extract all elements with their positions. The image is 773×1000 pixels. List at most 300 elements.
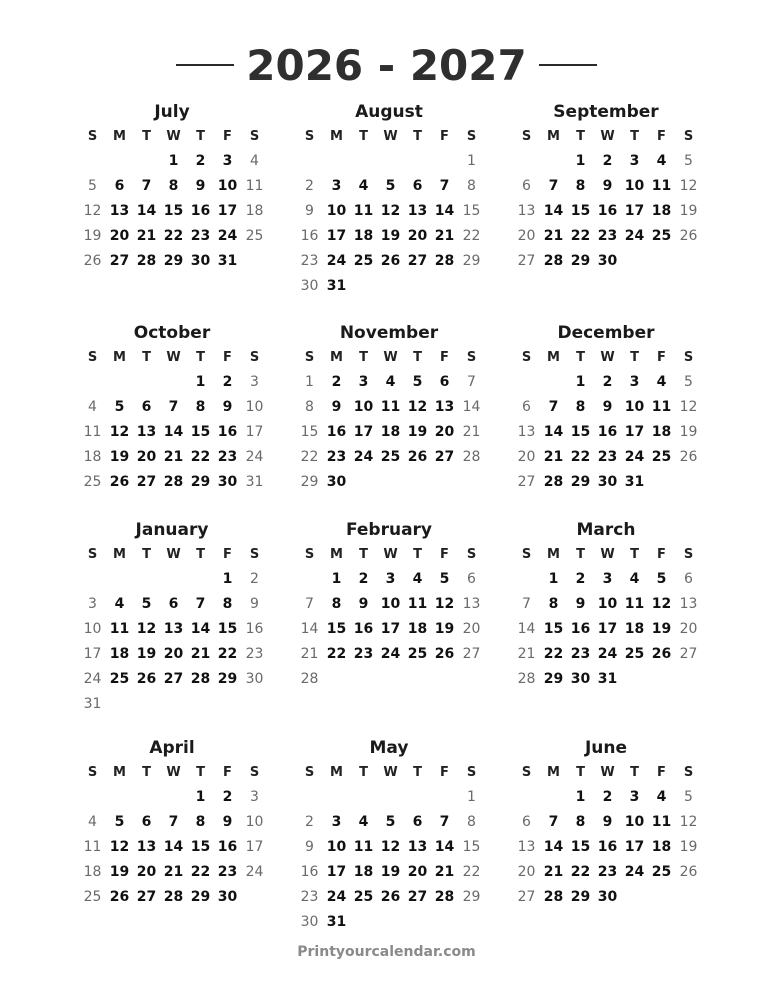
day-cell: 13 (434, 399, 455, 415)
empty-day-cell (133, 149, 160, 174)
day-cell: 8 (548, 596, 559, 612)
day-cell: 26 (434, 646, 455, 662)
month-october (72, 321, 272, 495)
day-cell: 14 (434, 203, 455, 219)
weekday-header: S (521, 765, 532, 780)
day-cell: 14 (543, 203, 564, 219)
day-cell: 7 (439, 814, 450, 830)
weekday-header: S (304, 547, 315, 562)
weekday-header: T (413, 765, 422, 780)
day-cell: 9 (602, 814, 613, 830)
weekday-header: W (166, 350, 181, 365)
day-cell: 12 (407, 399, 428, 415)
day-cell: 20 (517, 449, 536, 465)
empty-day-cell (350, 785, 377, 810)
weekday-header: S (683, 350, 694, 365)
empty-day-cell (106, 567, 133, 592)
empty-day-cell (133, 785, 160, 810)
day-cell: 1 (575, 374, 586, 390)
month-days-grid (513, 345, 706, 495)
day-cell: 28 (543, 253, 564, 269)
day-cell: 13 (407, 203, 428, 219)
month-name: March (576, 520, 636, 540)
day-cell: 27 (679, 646, 698, 662)
empty-day-cell (106, 785, 133, 810)
day-cell: 5 (439, 571, 450, 587)
day-cell: 2 (602, 374, 613, 390)
month-days-grid (296, 124, 489, 299)
day-cell: 8 (331, 596, 342, 612)
day-cell: 29 (190, 474, 211, 490)
day-cell: 25 (651, 449, 672, 465)
month-september (506, 100, 706, 274)
weekday-header: S (249, 350, 260, 365)
weekday-header: S (521, 129, 532, 144)
day-cell: 7 (168, 814, 179, 830)
day-cell: 2 (602, 153, 613, 169)
day-cell: 22 (570, 864, 591, 880)
day-cell: 22 (462, 228, 481, 244)
weekday-header: T (359, 129, 368, 144)
day-cell: 7 (548, 814, 559, 830)
day-cell: 26 (679, 449, 698, 465)
day-cell: 16 (217, 839, 238, 855)
day-cell: 16 (570, 621, 591, 637)
day-cell: 10 (353, 399, 374, 415)
weekday-header: T (142, 350, 151, 365)
day-cell: 27 (462, 646, 481, 662)
day-cell: 2 (250, 571, 259, 587)
weekday-header: W (383, 547, 398, 562)
empty-day-cell (431, 785, 458, 810)
day-cell: 10 (217, 178, 238, 194)
day-cell: 2 (222, 374, 233, 390)
day-cell: 24 (326, 253, 347, 269)
day-cell: 16 (300, 228, 319, 244)
month-december (506, 321, 706, 495)
day-cell: 10 (624, 178, 645, 194)
weekday-header: S (683, 765, 694, 780)
day-cell: 24 (597, 646, 618, 662)
weekday-header: M (547, 765, 560, 780)
day-cell: 26 (109, 889, 130, 905)
header (0, 40, 773, 90)
day-cell: 26 (380, 253, 401, 269)
day-cell: 19 (679, 424, 698, 440)
day-cell: 18 (380, 424, 401, 440)
day-cell: 25 (651, 864, 672, 880)
day-cell: 24 (624, 228, 645, 244)
day-cell: 9 (305, 203, 314, 219)
day-cell: 26 (651, 646, 672, 662)
day-cell: 17 (326, 228, 347, 244)
weekday-header: W (600, 350, 615, 365)
day-cell: 23 (570, 646, 591, 662)
day-cell: 4 (629, 571, 640, 587)
day-cell: 18 (651, 839, 672, 855)
day-cell: 23 (597, 228, 618, 244)
weekday-header: S (304, 129, 315, 144)
month-days-grid (79, 542, 272, 717)
weekday-header: T (413, 129, 422, 144)
empty-day-cell (79, 567, 106, 592)
day-cell: 8 (305, 399, 314, 415)
weekday-header: S (466, 350, 477, 365)
day-cell: 14 (517, 621, 536, 637)
day-cell: 25 (380, 449, 401, 465)
day-cell: 6 (168, 596, 179, 612)
day-cell: 23 (597, 449, 618, 465)
day-cell: 21 (163, 864, 184, 880)
day-cell: 18 (83, 864, 102, 880)
weekday-header: M (113, 129, 126, 144)
day-cell: 21 (190, 646, 211, 662)
day-cell: 15 (570, 424, 591, 440)
day-cell: 17 (380, 621, 401, 637)
weekday-header: F (657, 350, 666, 365)
day-cell: 21 (136, 228, 157, 244)
day-cell: 3 (222, 153, 233, 169)
day-cell: 31 (326, 914, 347, 930)
day-cell: 15 (462, 839, 481, 855)
day-cell: 15 (190, 424, 211, 440)
day-cell: 8 (575, 178, 586, 194)
day-cell: 12 (679, 178, 698, 194)
day-cell: 11 (353, 203, 374, 219)
day-cell: 24 (624, 864, 645, 880)
day-cell: 8 (575, 814, 586, 830)
day-cell: 27 (136, 889, 157, 905)
day-cell: 9 (358, 596, 369, 612)
footer-site-link[interactable]: Printyourcalendar.com (297, 944, 476, 960)
month-name: October (133, 323, 211, 343)
day-cell: 4 (656, 374, 667, 390)
day-cell: 30 (245, 671, 264, 687)
day-cell: 14 (434, 839, 455, 855)
weekday-header: M (330, 350, 343, 365)
day-cell: 28 (543, 889, 564, 905)
title-rule-right (539, 64, 597, 66)
day-cell: 5 (412, 374, 423, 390)
weekday-header: W (600, 129, 615, 144)
weekday-header: M (547, 350, 560, 365)
day-cell: 14 (163, 424, 184, 440)
day-cell: 13 (407, 839, 428, 855)
day-cell: 29 (570, 889, 591, 905)
day-cell: 18 (245, 203, 264, 219)
day-cell: 20 (407, 228, 428, 244)
day-cell: 14 (163, 839, 184, 855)
day-cell: 28 (434, 889, 455, 905)
day-cell: 3 (629, 789, 640, 805)
day-cell: 22 (462, 864, 481, 880)
day-cell: 11 (651, 178, 672, 194)
empty-day-cell (79, 149, 106, 174)
day-cell: 18 (651, 203, 672, 219)
day-cell: 13 (163, 621, 184, 637)
day-cell: 25 (353, 253, 374, 269)
weekday-header: S (87, 765, 98, 780)
day-cell: 12 (109, 424, 130, 440)
weekday-header: W (600, 765, 615, 780)
day-cell: 28 (543, 474, 564, 490)
day-cell: 3 (331, 814, 342, 830)
weekday-header: F (440, 765, 449, 780)
day-cell: 1 (467, 789, 476, 805)
day-cell: 28 (517, 671, 536, 687)
day-cell: 26 (109, 474, 130, 490)
day-cell: 5 (385, 178, 396, 194)
day-cell: 28 (300, 671, 319, 687)
day-cell: 14 (543, 839, 564, 855)
day-cell: 9 (575, 596, 586, 612)
weekday-header: W (600, 547, 615, 562)
day-cell: 18 (407, 621, 428, 637)
day-cell: 10 (245, 814, 264, 830)
weekday-header: S (249, 765, 260, 780)
day-cell: 17 (245, 839, 264, 855)
day-cell: 22 (570, 449, 591, 465)
day-cell: 23 (300, 889, 319, 905)
weekday-header: W (383, 129, 398, 144)
day-cell: 22 (326, 646, 347, 662)
day-cell: 5 (684, 789, 693, 805)
month-days-grid (79, 345, 272, 495)
weekday-header: S (304, 350, 315, 365)
day-cell: 19 (380, 864, 401, 880)
day-cell: 3 (250, 374, 259, 390)
day-cell: 13 (517, 424, 536, 440)
day-cell: 21 (163, 449, 184, 465)
day-cell: 8 (168, 178, 179, 194)
day-cell: 28 (163, 474, 184, 490)
weekday-header: T (576, 547, 585, 562)
day-cell: 11 (651, 814, 672, 830)
day-cell: 19 (380, 228, 401, 244)
day-cell: 17 (326, 864, 347, 880)
empty-day-cell (160, 567, 187, 592)
day-cell: 5 (88, 178, 97, 194)
weekday-header: F (223, 547, 232, 562)
day-cell: 22 (300, 449, 319, 465)
month-name: April (149, 738, 195, 758)
empty-day-cell (133, 567, 160, 592)
empty-day-cell (79, 785, 106, 810)
day-cell: 19 (407, 424, 428, 440)
month-name: May (369, 738, 409, 758)
day-cell: 1 (195, 789, 206, 805)
weekday-header: T (196, 350, 205, 365)
empty-day-cell (404, 149, 431, 174)
day-cell: 31 (326, 278, 347, 294)
day-cell: 31 (217, 253, 238, 269)
day-cell: 15 (217, 621, 238, 637)
empty-day-cell (296, 785, 323, 810)
day-cell: 28 (462, 449, 481, 465)
day-cell: 8 (575, 399, 586, 415)
month-name: December (557, 323, 655, 343)
day-cell: 6 (412, 178, 423, 194)
month-january (72, 518, 272, 717)
weekday-header: S (521, 547, 532, 562)
empty-day-cell (296, 149, 323, 174)
day-cell: 14 (136, 203, 157, 219)
day-cell: 21 (434, 228, 455, 244)
empty-day-cell (377, 785, 404, 810)
weekday-header: M (330, 765, 343, 780)
day-cell: 26 (679, 864, 698, 880)
weekday-header: T (196, 129, 205, 144)
day-cell: 23 (300, 253, 319, 269)
day-cell: 21 (434, 864, 455, 880)
month-days-grid (296, 760, 489, 935)
day-cell: 5 (114, 814, 125, 830)
day-cell: 27 (517, 889, 536, 905)
day-cell: 27 (407, 253, 428, 269)
day-cell: 28 (163, 889, 184, 905)
month-july (72, 100, 272, 274)
month-name: November (339, 323, 439, 343)
day-cell: 4 (88, 814, 97, 830)
day-cell: 21 (300, 646, 319, 662)
empty-day-cell (187, 567, 214, 592)
day-cell: 17 (597, 621, 618, 637)
day-cell: 23 (245, 646, 264, 662)
day-cell: 30 (597, 474, 618, 490)
day-cell: 26 (380, 889, 401, 905)
day-cell: 13 (462, 596, 481, 612)
day-cell: 3 (629, 153, 640, 169)
day-cell: 21 (462, 424, 481, 440)
day-cell: 24 (217, 228, 238, 244)
empty-day-cell (540, 785, 567, 810)
day-cell: 6 (412, 814, 423, 830)
day-cell: 15 (190, 839, 211, 855)
day-cell: 7 (439, 178, 450, 194)
day-cell: 25 (353, 889, 374, 905)
day-cell: 19 (651, 621, 672, 637)
day-cell: 31 (245, 474, 264, 490)
day-cell: 17 (83, 646, 102, 662)
day-cell: 26 (136, 671, 157, 687)
weekday-header: M (113, 765, 126, 780)
day-cell: 22 (217, 646, 238, 662)
day-cell: 21 (543, 864, 564, 880)
weekday-header: T (576, 129, 585, 144)
day-cell: 7 (548, 399, 559, 415)
day-cell: 15 (326, 621, 347, 637)
day-cell: 11 (407, 596, 428, 612)
day-cell: 15 (163, 203, 184, 219)
day-cell: 24 (245, 449, 264, 465)
day-cell: 7 (548, 178, 559, 194)
day-cell: 11 (353, 839, 374, 855)
day-cell: 3 (602, 571, 613, 587)
day-cell: 25 (624, 646, 645, 662)
day-cell: 17 (353, 424, 374, 440)
day-cell: 27 (407, 889, 428, 905)
day-cell: 29 (462, 253, 481, 269)
day-cell: 20 (517, 228, 536, 244)
weekday-header: T (576, 765, 585, 780)
weekday-header: T (630, 129, 639, 144)
weekday-header: S (87, 547, 98, 562)
day-cell: 9 (305, 839, 314, 855)
weekday-header: F (223, 350, 232, 365)
day-cell: 3 (88, 596, 97, 612)
month-february (289, 518, 489, 692)
empty-day-cell (404, 785, 431, 810)
weekday-header: W (383, 350, 398, 365)
weekday-header: T (142, 765, 151, 780)
day-cell: 29 (190, 889, 211, 905)
day-cell: 30 (300, 278, 319, 294)
day-cell: 13 (136, 424, 157, 440)
month-may (289, 736, 489, 935)
day-cell: 1 (195, 374, 206, 390)
day-cell: 18 (353, 228, 374, 244)
day-cell: 23 (217, 449, 238, 465)
day-cell: 20 (517, 864, 536, 880)
day-cell: 6 (522, 814, 531, 830)
day-cell: 24 (326, 889, 347, 905)
day-cell: 2 (305, 814, 314, 830)
day-cell: 27 (163, 671, 184, 687)
day-cell: 5 (684, 153, 693, 169)
page-title: 2026 - 2027 (246, 40, 527, 90)
day-cell: 3 (385, 571, 396, 587)
weekday-header: F (440, 129, 449, 144)
day-cell: 28 (190, 671, 211, 687)
day-cell: 17 (624, 203, 645, 219)
title-rule-left (176, 64, 234, 66)
day-cell: 12 (434, 596, 455, 612)
day-cell: 23 (217, 864, 238, 880)
day-cell: 30 (300, 914, 319, 930)
month-march (506, 518, 706, 692)
weekday-header: S (87, 350, 98, 365)
day-cell: 10 (380, 596, 401, 612)
weekday-header: T (196, 547, 205, 562)
empty-day-cell (296, 567, 323, 592)
empty-day-cell (513, 149, 540, 174)
day-cell: 28 (434, 253, 455, 269)
month-days-grid (296, 542, 489, 692)
day-cell: 19 (83, 228, 102, 244)
day-cell: 26 (407, 449, 428, 465)
empty-day-cell (323, 149, 350, 174)
weekday-header: F (440, 350, 449, 365)
day-cell: 14 (543, 424, 564, 440)
day-cell: 11 (109, 621, 130, 637)
day-cell: 21 (517, 646, 536, 662)
month-name: January (135, 520, 209, 540)
empty-day-cell (133, 370, 160, 395)
day-cell: 30 (217, 474, 238, 490)
day-cell: 10 (326, 203, 347, 219)
weekday-header: F (223, 765, 232, 780)
day-cell: 23 (326, 449, 347, 465)
day-cell: 27 (434, 449, 455, 465)
day-cell: 12 (380, 839, 401, 855)
day-cell: 24 (83, 671, 102, 687)
day-cell: 29 (570, 474, 591, 490)
day-cell: 6 (141, 814, 152, 830)
day-cell: 15 (300, 424, 319, 440)
weekday-header: T (142, 547, 151, 562)
day-cell: 6 (522, 178, 531, 194)
day-cell: 12 (136, 621, 157, 637)
